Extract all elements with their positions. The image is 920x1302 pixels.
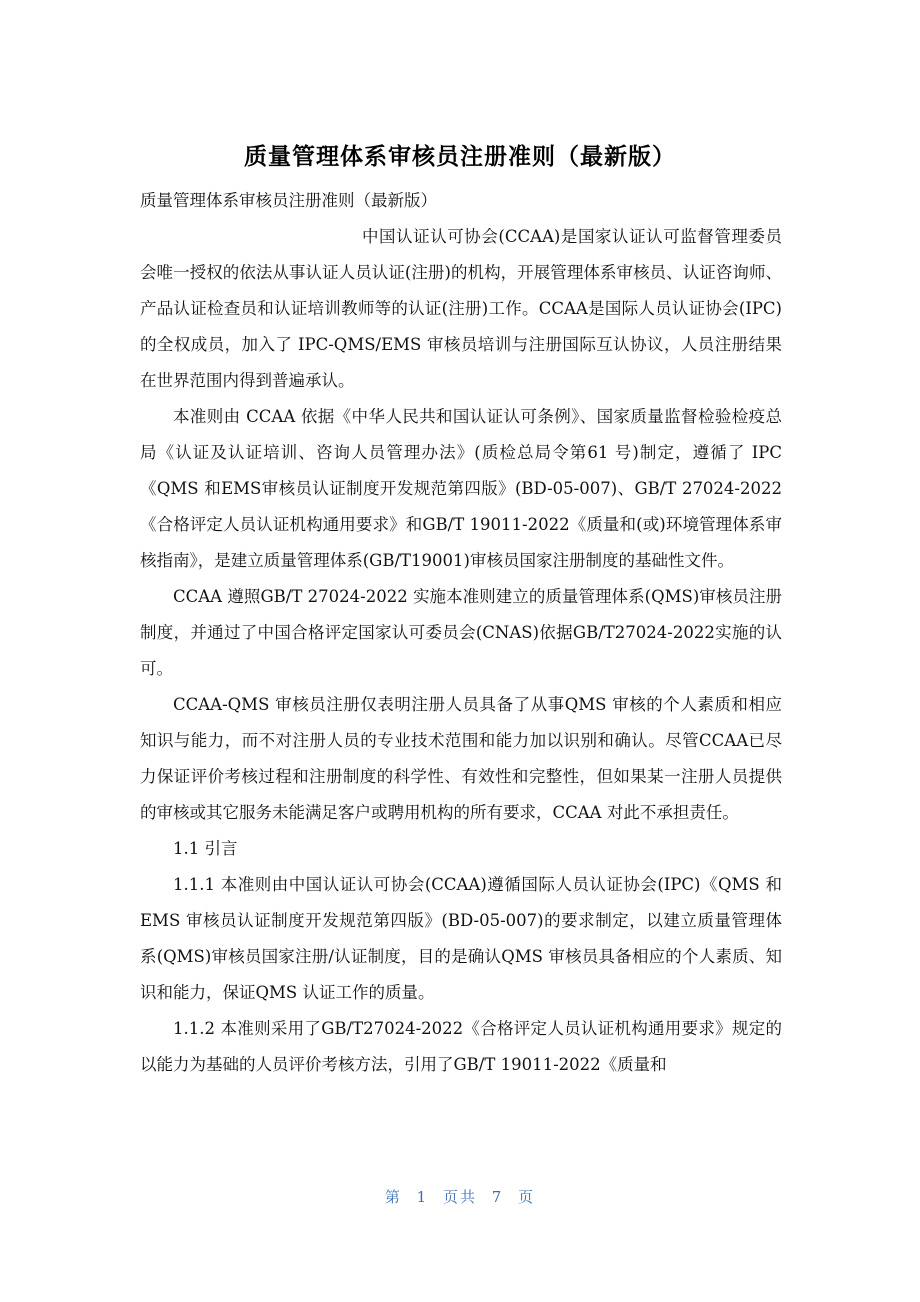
- document-subtitle: 质量管理体系审核员注册准则（最新版）: [140, 191, 437, 210]
- paragraph-disclaimer: CCAA-QMS 审核员注册仅表明注册人员具备了从事QMS 审核的个人素质和相应知识与能力，而不对注册人员的专业技术范围和能力加以识别和确认。尽管CCAA已尽力保证评价考核过程和注册制度的科学性、有效性和完整性，但如果某一注册人员提供的审核或其它服务未能满足客户或聘用机构的所有要求，CCAA 对此不承担责任。: [140, 695, 782, 822]
- document-title: 质量管理体系审核员注册准则（最新版）: [244, 144, 676, 170]
- section-heading-introduction: 1.1 引言: [173, 839, 238, 858]
- paragraph-intro: 中国认证认可协会(CCAA)是国家认证认可监督管理委员会唯一授权的依法从事认证人员认证(注册)的机构，开展管理体系审核员、认证咨询师、产品认证检查员和认证培训教师等的认证(注册)工作。CCAA是国际人员认证协会(IPC)的全权成员，加入了 IPC-QMS/EMS 审核员培训与注册国际互认协议，人员注册结果在世界范围内得到普遍承认。: [140, 227, 782, 390]
- paragraph-basis: 本准则由 CCAA 依据《中华人民共和国认证认可条例》、国家质量监督检验检疫总局《认证及认证培训、咨询人员管理办法》(质检总局令第61 号)制定，遵循了 IPC《QMS 和EMS审核员认证制度开发规范第四版》(BD-05-007)、GB/T 27024-2022《合格评定人员认证机构通用要求》和GB/T 19011-2022《质量和(或)环境管理体系审核指南》，是建立质量管理体系(GB/T19001)审核员国家注册制度的基础性文件。: [140, 407, 782, 570]
- page-number-footer: 第 1 页共 7 页: [384, 1188, 536, 1206]
- paragraph-1-1-2: 1.1.2 本准则采用了GB/T27024-2022《合格评定人员认证机构通用要求》规定的以能力为基础的人员评价考核方法，引用了GB/T 19011-2022《质量和: [140, 1019, 782, 1074]
- paragraph-1-1-1: 1.1.1 本准则由中国认证认可协会(CCAA)遵循国际人员认证协会(IPC)《QMS 和EMS 审核员认证制度开发规范第四版》(BD-05-007)的要求制定，以建立质量管理体系(QMS)审核员国家注册/认证制度，目的是确认QMS 审核员具备相应的个人素质、知识和能力，保证QMS 认证工作的质量。: [140, 875, 782, 1002]
- document-body: [140, 183, 782, 1083]
- paragraph-accreditation: CCAA 遵照GB/T 27024-2022 实施本准则建立的质量管理体系(QMS)审核员注册制度，并通过了中国合格评定国家认可委员会(CNAS)依据GB/T27024-2022实施的认可。: [140, 587, 782, 678]
